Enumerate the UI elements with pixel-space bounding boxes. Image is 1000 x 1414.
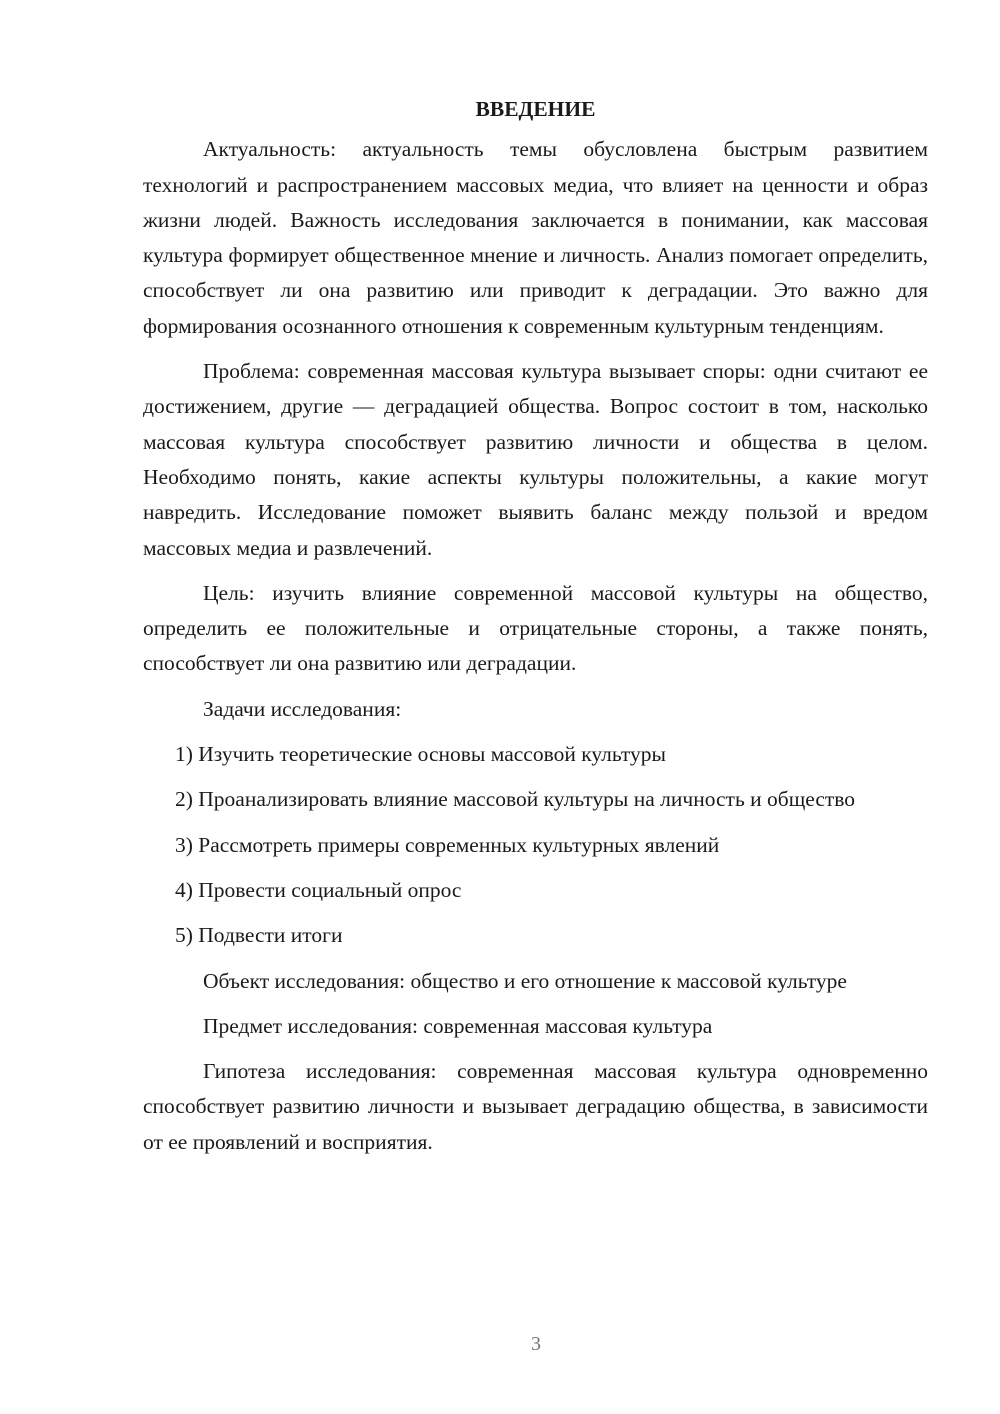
tasks-heading: Задачи исследования:	[203, 696, 402, 721]
goal-paragraph: Цель: изучить влияние современной массовой культуры на общество, определить ее положительные и отрицательные стороны, а также понять, способствует ли она развитию или деградации.	[143, 580, 928, 676]
relevance-paragraph: Актуальность: актуальность темы обусловлена быстрым развитием технологий и распространением массовых медиа, что влияет на ценности и образ жизни людей. Важность исследования заключается в понимании, как массовая культура формирует общественное мнение и личность. Анализ помогает определить, способствует ли она развитию или приводит к деградации. Это важно для формирования осознанного отношения к современным культурным тенденциям.	[143, 137, 928, 338]
task-item-5: 5) Подвести итоги	[175, 923, 343, 948]
hypothesis-paragraph: Гипотеза исследования: современная массовая культура одновременно способствует развитию личности и вызывает деградацию общества, в зависимости от ее проявлений и восприятия.	[143, 1059, 928, 1154]
task-item-2: 2) Проанализировать влияние массовой культуры на личность и общество	[175, 787, 856, 812]
problem-paragraph: Проблема: современная массовая культура вызывает споры: одни считают ее достижением, другие — деградацией общества. Вопрос состоит в том, насколько массовая культура способствует развитию личности и общества в целом. Необходимо понять, какие аспекты культуры положительны, а какие могут навредить. Исследование поможет выявить баланс между пользой и вредом массовых медиа и развлечений.	[143, 359, 928, 560]
task-item-1: 1) Изучить теоретические основы массовой культуры	[175, 742, 666, 767]
page-number: 3	[531, 1333, 541, 1355]
page-content	[143, 92, 928, 1170]
object-paragraph: Объект исследования: общество и его отношение к массовой культуре	[203, 968, 847, 993]
page-title: ВВЕДЕНИЕ	[475, 97, 596, 121]
task-item-4: 4) Провести социальный опрос	[175, 877, 462, 902]
task-item-3: 3) Рассмотреть примеры современных культурных явлений	[175, 832, 720, 857]
subject-paragraph: Предмет исследования: современная массовая культура	[203, 1013, 713, 1038]
